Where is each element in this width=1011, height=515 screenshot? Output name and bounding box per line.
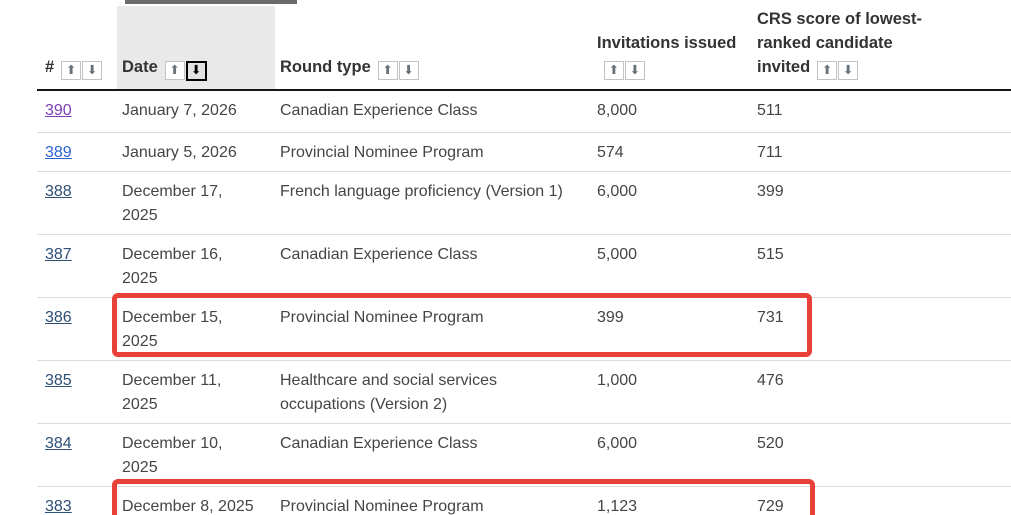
column-header-crs-score [752,0,1011,90]
crs-score-cell: 515 [752,235,1011,298]
invitations-issued-cell: 8,000 [592,90,752,133]
column-header-round-type-label: Round type [280,58,371,76]
sort-ascending-button[interactable]: ⬆ [165,61,185,80]
invitations-issued-cell: 5,000 [592,235,752,298]
round-type-cell: Canadian Experience Class [275,235,592,298]
sort-ascending-button[interactable]: ⬆ [378,61,398,80]
round-number-link[interactable]: 388 [45,183,72,200]
column-header-date-label: Date [122,58,158,76]
date-cell: December 8, 2025 [117,487,275,515]
table-row [37,361,1011,424]
column-header-date [117,0,275,90]
round-number-link[interactable]: 383 [45,498,72,515]
sort-ascending-button[interactable]: ⬆ [817,61,837,80]
round-number-link[interactable]: 387 [45,246,72,263]
round-type-cell: Provincial Nominee Program [275,133,592,172]
date-cell: January 7, 2026 [117,90,275,133]
column-header-number [37,0,117,90]
date-cell: December 10, 2025 [117,424,275,487]
column-header-invitations-issued [592,0,752,90]
round-number-cell [37,235,117,298]
sort-descending-button[interactable]: ⬇ [625,61,645,80]
date-cell: December 15, 2025 [117,298,275,361]
date-cell: December 17, 2025 [117,172,275,235]
column-header-crs-score-label: CRS score of lowest-ranked candidate invited [757,10,923,76]
column-header-number-label: # [45,58,55,76]
date-cell: December 16, 2025 [117,235,275,298]
rounds-table [37,0,1011,515]
table-row [37,235,1011,298]
sort-ascending-button[interactable]: ⬆ [61,61,81,80]
invitations-issued-cell: 6,000 [592,172,752,235]
crs-score-cell: 511 [752,90,1011,133]
round-number-link[interactable]: 384 [45,435,72,452]
round-type-cell: Provincial Nominee Program [275,298,592,361]
round-number-cell [37,361,117,424]
table-row [37,298,1011,361]
round-number-link[interactable]: 389 [45,144,72,161]
date-cell: January 5, 2026 [117,133,275,172]
sort-descending-button[interactable]: ⬇ [186,61,207,81]
crs-score-cell: 520 [752,424,1011,487]
round-number-link[interactable]: 385 [45,372,72,389]
crs-score-cell: 399 [752,172,1011,235]
table-row [37,133,1011,172]
sort-descending-button[interactable]: ⬇ [838,61,858,80]
sort-ascending-button[interactable]: ⬆ [604,61,624,80]
sort-descending-button[interactable]: ⬇ [82,61,102,80]
date-cell: December 11, 2025 [117,361,275,424]
crs-score-cell: 731 [752,298,1011,361]
round-number-cell [37,298,117,361]
crs-score-cell: 476 [752,361,1011,424]
round-type-cell: Healthcare and social services occupations (Version 2) [275,361,592,424]
round-number-cell [37,487,117,515]
invitations-issued-cell: 1,000 [592,361,752,424]
invitations-issued-cell: 399 [592,298,752,361]
round-number-cell [37,424,117,487]
column-header-invitations-issued-label: Invitations issued [597,34,737,52]
round-number-cell [37,172,117,235]
header-row [37,0,1011,90]
round-number-cell [37,90,117,133]
round-number-link[interactable]: 386 [45,309,72,326]
crs-score-cell: 711 [752,133,1011,172]
round-type-cell: Provincial Nominee Program [275,487,592,515]
round-number-cell [37,133,117,172]
invitations-issued-cell: 574 [592,133,752,172]
round-type-cell: Canadian Experience Class [275,424,592,487]
table-row [37,424,1011,487]
round-type-cell: French language proficiency (Version 1) [275,172,592,235]
table-row [37,487,1011,515]
invitations-issued-cell: 1,123 [592,487,752,515]
table-row [37,172,1011,235]
table-row [37,90,1011,133]
invitations-issued-cell: 6,000 [592,424,752,487]
round-type-cell: Canadian Experience Class [275,90,592,133]
column-header-round-type [275,0,592,90]
crs-score-cell: 729 [752,487,1011,515]
sort-descending-button[interactable]: ⬇ [399,61,419,80]
round-number-link[interactable]: 390 [45,102,72,119]
